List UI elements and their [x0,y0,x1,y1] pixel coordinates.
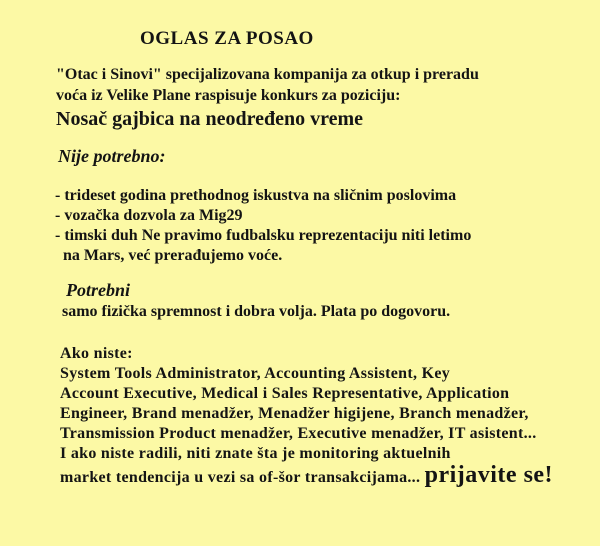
intro-line-1: "Otac i Sinovi" specijalizovana kompanija za otkup i preradu [56,66,479,83]
required-heading: Potrebni [66,280,131,300]
intro-paragraph [56,64,479,131]
intro-line-2: voća iz Velike Plane raspisuje konkurs za poziciju: [56,87,401,104]
if-not-line: Engineer, Brand menadžer, Menadžer higijene, Branch menadžer, [60,405,529,422]
not-required-list [55,186,471,266]
apply-call-to-action: prijavite se! [424,462,554,488]
if-not-line: Account Executive, Medical i Sales Representative, Application [60,385,510,402]
not-required-item: - timski duh Ne pravimo fudbalsku reprezentaciju niti letimo [55,227,472,244]
if-not-line: I ako niste radili, niti znate šta je monitoring aktuelnih [60,445,451,462]
final-line [60,462,554,488]
not-required-item: - trideset godina prethodnog iskustva na sličnim poslovima [55,187,457,204]
if-not-block [60,344,553,488]
if-not-line: System Tools Administrator, Accounting Assistent, Key [60,365,451,382]
not-required-item-continuation: na Mars, već prerađujemo voće. [63,247,283,264]
not-required-heading: Nije potrebno: [58,146,166,166]
not-required-item: - vozačka dozvola za Mig29 [55,207,243,224]
page-title: OGLAS ZA POSAO [140,28,314,49]
if-not-heading: Ako niste: [60,345,133,362]
required-text: samo fizička spremnost i dobra volja. Plata po dogovoru. [62,303,451,320]
final-line-prefix: market tendencija u vezi sa of-šor transakcijama... [60,469,425,486]
if-not-line: Transmission Product menadžer, Executive menadžer, IT asistent... [60,425,537,442]
job-position-title: Nosač gajbica na neodređeno vreme [56,108,364,130]
